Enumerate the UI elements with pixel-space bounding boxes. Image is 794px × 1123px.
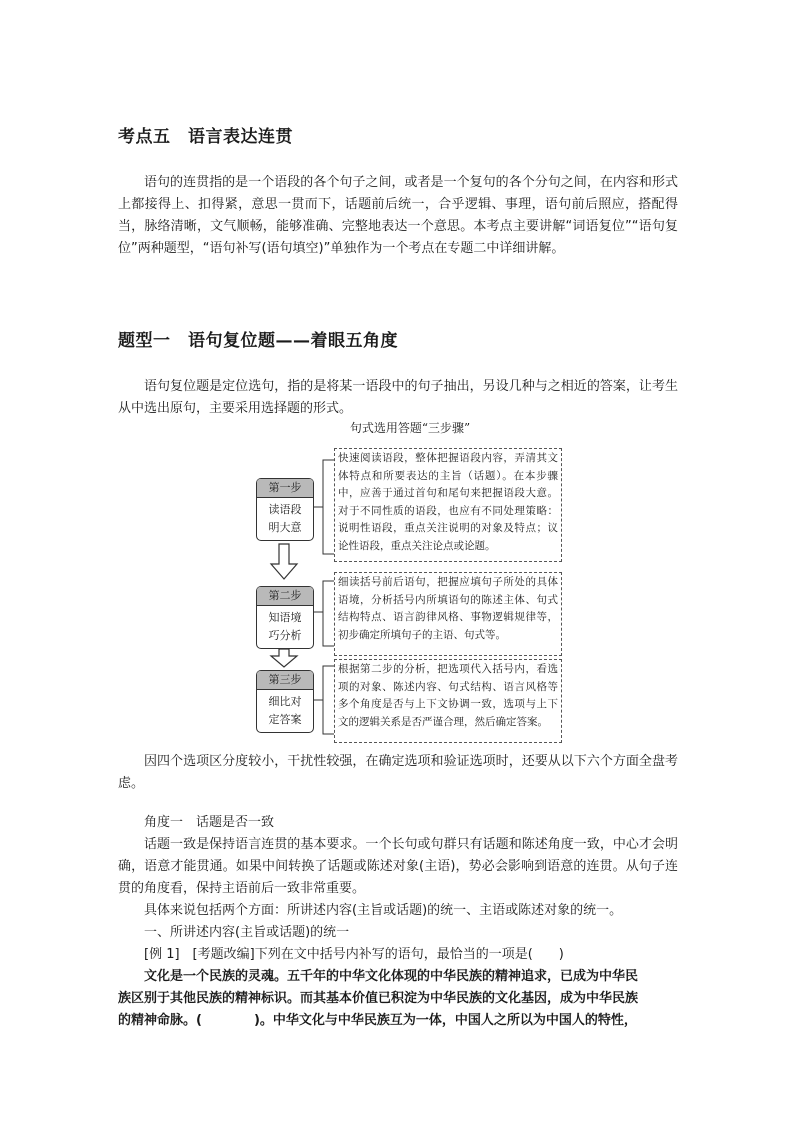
example-passage-line-1: 文化是一个民族的灵魂。五千年的中华文化体现的中华民族的精神追求，已成为中华民 — [144, 969, 639, 984]
intro-paragraph-text: 语句的连贯指的是一个语段的各个句子之间，或者是一个复句的各个分句之间，在内容和形式上都接得上、扣得紧，意思一贯而下，话题前后统一，合乎逻辑、事理，语句前后照应，搭配得当，脉络清晰，文气顺畅，能够准确、完整地表达一个意思。本考点主要讲解“词语复位”“语句复位”两种题型，“语句补写(语句填空)”单独作为一个考点在专题二中详细讲解。 — [118, 175, 678, 256]
angle-one-subhead: 一、所讲述内容(主旨或话题)的统一 — [144, 925, 350, 940]
step-two-name: 知语境巧分析 — [268, 611, 302, 642]
step-one-box — [256, 478, 314, 541]
step-one-description: 快速阅读语段，整体把握语段内容，弄清其文体特点和所要表达的主旨（话题）。在本步骤中，应善于通过首句和尾句来把握语段大意。对于不同性质的语段，也应有不同处理策略：说明性语段，重点关注说明的对象及特点；议论性语段，重点关注论点或论题。 — [334, 448, 562, 562]
after-diagram-paragraph — [118, 751, 678, 795]
angle-one-title: 角度一 话题是否一致 — [144, 815, 275, 830]
step-two-label: 第二步 — [257, 587, 313, 606]
type-title: 题型一 语句复位题——着眼五角度 — [118, 331, 398, 351]
step-two-box — [256, 586, 314, 649]
step-three-box — [256, 670, 314, 733]
angle-one-specifics: 具体来说包括两个方面：所讲述内容(主旨或话题)的统一、主语或陈述对象的统一。 — [144, 903, 623, 918]
example-passage-line-2: 族区别于其他民族的精神标识。而其基本价值已积淀为中华民族的文化基因，成为中华民族 — [118, 991, 639, 1006]
section-title: 考点五 语言表达连贯 — [118, 127, 293, 147]
arrow-down-icon — [271, 544, 297, 579]
passage-line-3-start: 的精神命脉。( — [118, 1013, 202, 1028]
angle-one-paragraph — [118, 834, 678, 900]
example-passage-line-3 — [118, 1010, 678, 1032]
step-one-label: 第一步 — [257, 479, 313, 498]
step-two-description: 细读括号前后语句，把握应填句子所处的具体语境，分析括号内所填语句的陈述主体、句式结构特点、语言韵律风格、事物逻辑规律等，初步确定所填句子的主语、句式等。 — [334, 572, 562, 656]
passage-line-3-end: )。中华文化与中华民族互为一体，中国人之所以为中国人的特性， — [253, 1013, 637, 1028]
example-one-question: [例 1] [考题改编]下列在文中括号内补写的语句，最恰当的一项是( ) — [144, 947, 564, 962]
step-one-name: 读语段明大意 — [268, 503, 302, 534]
step-three-label: 第三步 — [257, 671, 313, 690]
after-diagram-text: 因四个选项区分度较小，干扰性较强，在确定选项和验证选项时，还要从以下六个方面全盘考虑。 — [118, 754, 678, 791]
type-paragraph-text: 语句复位题是定位选句，指的是将某一语段中的句子抽出，另设几种与之相近的答案，让考生从中选出原句，主要采用选择题的形式。 — [118, 379, 678, 416]
step-three-name: 细比对定答案 — [268, 695, 302, 726]
angle-one-paragraph-text: 话题一致是保持语言连贯的基本要求。一个长句或句群只有话题和陈述角度一致，中心才会明确，语意才能贯通。如果中间转换了话题或陈述对象(主语)，势必会影响到语意的连贯。从句子连贯的角度看，保持主语前后一致非常重要。 — [118, 837, 678, 896]
diagram-title: 句式选用答题“三步骤” — [349, 421, 471, 435]
step-three-description: 根据第二步的分析，把选项代入括号内，看选项的对象、陈述内容、句式结构、语言风格等多个角度是否与上下文协调一致，选项与上下文的逻辑关系是否严谨合理，然后确定答案。 — [334, 659, 562, 743]
arrow-down-icon — [271, 649, 297, 667]
